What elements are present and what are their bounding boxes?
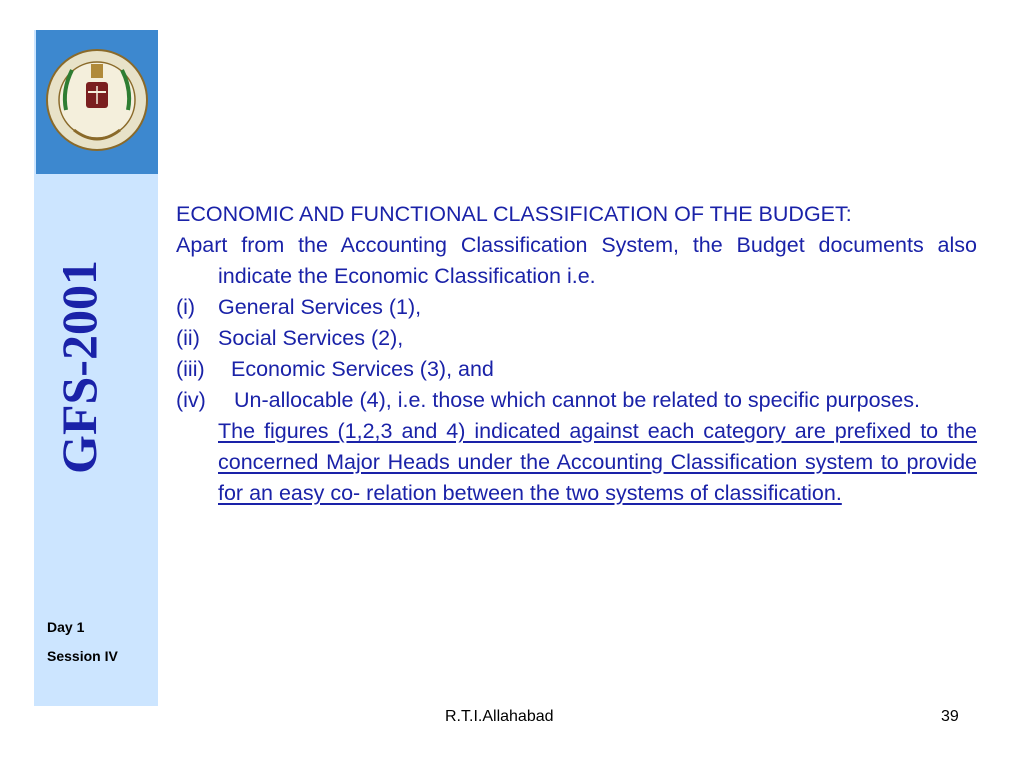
list-item-number: (i) — [176, 295, 196, 319]
vertical-title — [41, 247, 116, 487]
content-note: The figures (1,2,3 and 4) indicated against each category are prefixed to the concerned Major Heads under the Accounting Classification system to provide for an easy co- relation between the two systems of classification. — [218, 419, 977, 505]
day-label: Day 1 — [47, 619, 85, 635]
session-label: Session IV — [47, 648, 118, 664]
list-item-number: (iii) — [176, 357, 205, 381]
content-intro: Apart from the Accounting Classification System, the Budget documents also indicate the Economic Classification i.e. — [176, 233, 977, 288]
list-item-number: (ii) — [176, 326, 200, 350]
list-item — [176, 354, 977, 385]
list-item — [176, 323, 977, 354]
footer-organization: R.T.I.Allahabad — [445, 708, 554, 725]
vertical-title-text: GFS-2001 — [50, 260, 107, 474]
list-item — [176, 385, 977, 416]
list-item-number: (iv) — [176, 388, 206, 412]
list-item-text: Social Services (2), — [218, 326, 404, 350]
list-item — [176, 292, 977, 323]
logo — [36, 30, 158, 174]
emblem-seal-icon — [36, 30, 158, 174]
list-item-text: Economic Services (3), and — [231, 357, 494, 381]
slide-content — [176, 199, 977, 509]
list-item-text: General Services (1), — [218, 295, 422, 319]
content-heading: ECONOMIC AND FUNCTIONAL CLASSIFICATION OF THE BUDGET: — [176, 202, 852, 226]
page-number: 39 — [941, 708, 959, 725]
list-item-text: Un-allocable (4), i.e. those which cannot be related to specific purposes. — [234, 388, 920, 412]
